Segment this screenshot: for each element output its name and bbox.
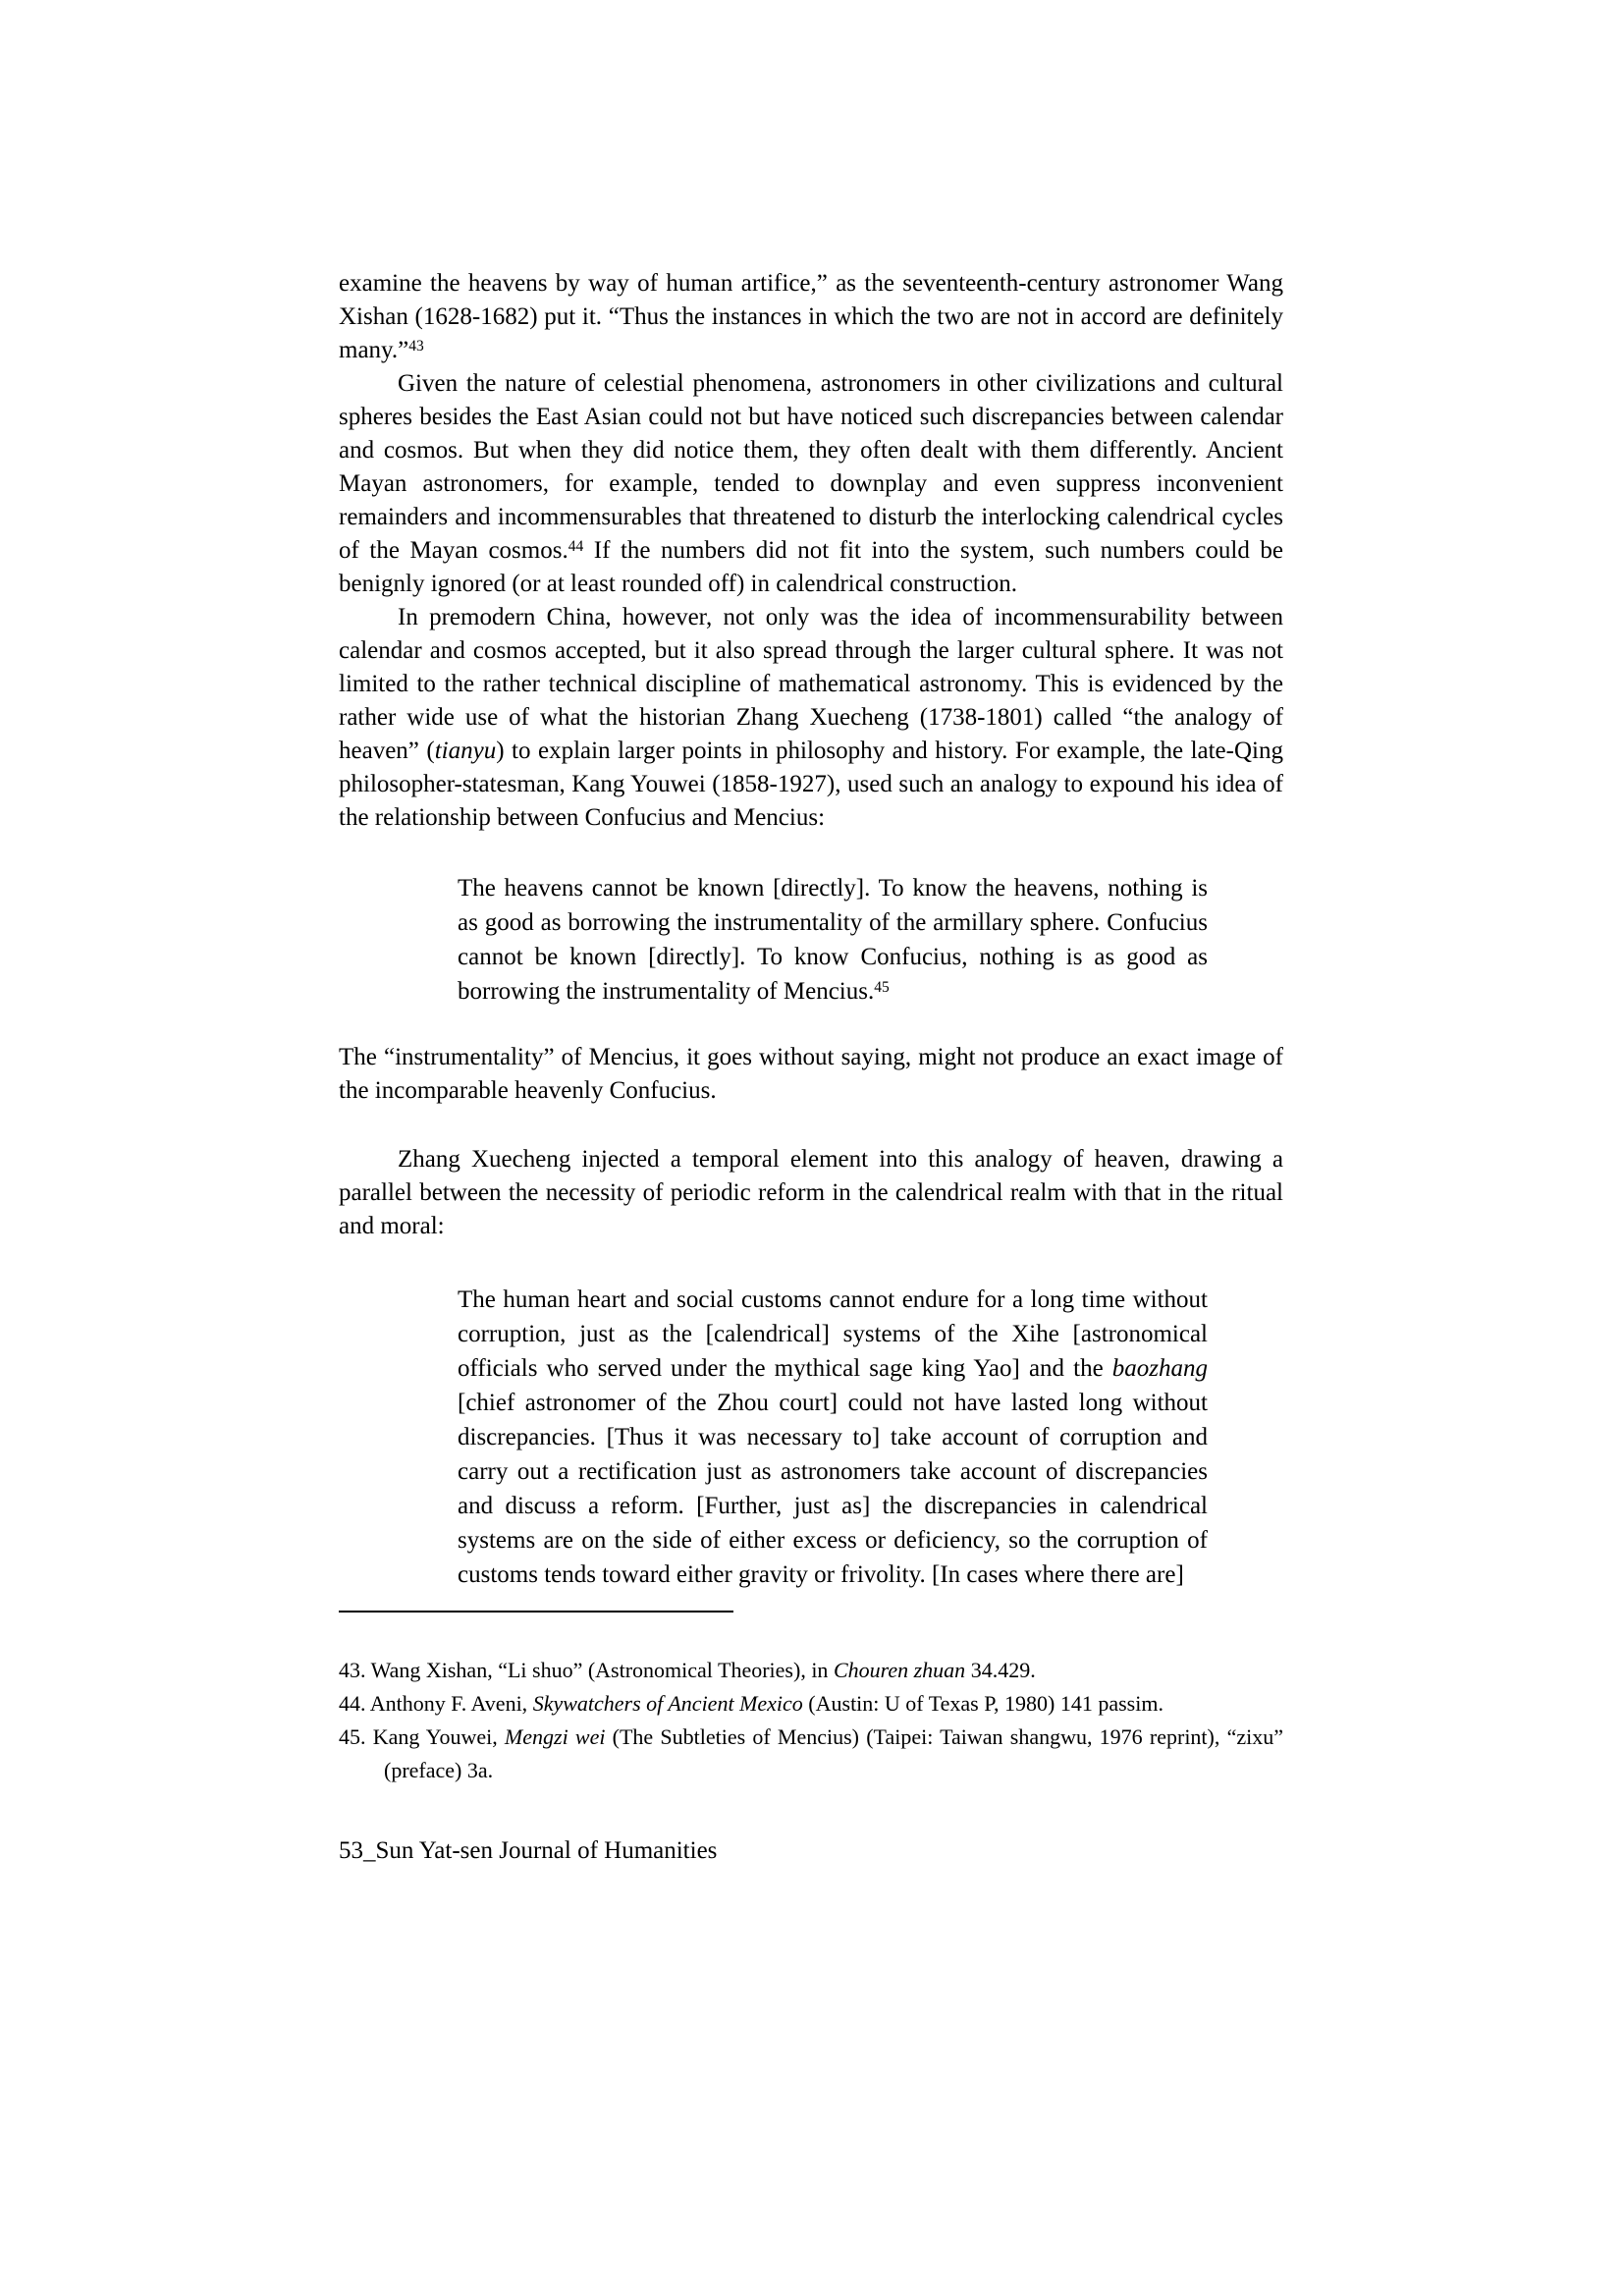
text-segment: The human heart and social customs cannot endure for a long time without corruption, just as the [calendrical] systems of the Xihe [astronomical officials who served under the mythical sage king Yao] and the [458, 1286, 1208, 1382]
footnote-reference: 44 [568, 538, 584, 556]
footnote-43 [339, 1654, 1283, 1687]
paragraph-continued [339, 267, 1283, 367]
footnote-44 [339, 1687, 1283, 1721]
document-content [339, 267, 1283, 1868]
text-segment: The heavens cannot be known [directly]. To know the heavens, nothing is as good as borrowing the instrumentality of the armillary sphere. Confucius cannot be known [directly]. To know Confucius, nothing is as good as borrowing the instrumentality of Mencius. [458, 875, 1208, 1005]
text-segment: 53_Sun Yat-sen Journal of Humanities [339, 1837, 718, 1864]
text-segment: Given the nature of celestial phenomena, astronomers in other civilizations and cultural spheres besides the East Asian could not but have noticed such discrepancies between calendar and cosmos. But when they did notice them, they often dealt with them differently. Ancient Mayan astronomers, for example, tended to downplay and even suppress inconvenient remainders and incommensurables that threatened to disturb the interlocking calendrical cycles of the Mayan cosmos. [339, 370, 1283, 564]
text-segment: (Austin: U of Texas P, 1980) 141 passim. [802, 1691, 1163, 1716]
text-segment: 43. Wang Xishan, “Li shuo” (Astronomical Theories), in [339, 1658, 834, 1682]
text-segment: 34.429. [965, 1658, 1036, 1682]
italic-text-segment: baozhang [1111, 1355, 1208, 1382]
footnote-separator-rule [339, 1611, 733, 1613]
text-segment: Zhang Xuecheng injected a temporal element into this analogy of heaven, drawing a parallel between the necessity of periodic reform in the calendrical realm with that in the ritual and moral: [339, 1146, 1283, 1239]
text-segment: In premodern China, however, not only was the idea of incommensurability between calendar and cosmos accepted, but it also spread through the larger cultural sphere. It was not limited to the rather technical discipline of mathematical astronomy. This is evidenced by the rather wide use of what the historian Zhang Xuecheng (1738-1801) called “the analogy of heaven” ( [339, 604, 1283, 764]
text-segment: examine the heavens by way of human artifice,” as the seventeenth-century astronomer Wang Xishan (1628-1682) put it. “Thus the instances in which the two are not in accord are definitely many.” [339, 270, 1283, 363]
text-segment: (The Subtleties of Mencius) (Taipei: Taiwan shangwu, 1976 reprint), “zixu” (preface) 3a. [384, 1724, 1283, 1782]
paragraph-instrumentality [339, 1041, 1283, 1108]
footnote-reference: 43 [408, 338, 424, 355]
text-segment: The “instrumentality” of Mencius, it goes without saying, might not produce an exact image of the incomparable heavenly Confucius. [339, 1044, 1283, 1104]
text-segment: 44. Anthony F. Aveni, [339, 1691, 533, 1716]
footnote-45 [339, 1721, 1283, 1787]
paragraph-premodern-china [339, 601, 1283, 835]
italic-text-segment: Mengzi wei [504, 1724, 606, 1749]
paragraph-zhang-xuecheng [339, 1143, 1283, 1243]
text-segment: 45. Kang Youwei, [339, 1724, 505, 1749]
italic-text-segment: Chouren zhuan [833, 1658, 966, 1682]
text-segment: [chief astronomer of the Zhou court] could not have lasted long without discrepancies. [Thus it was necessary to] take account of corruption and carry out a rectification just as astronomers take account of discrepancies and discuss a reform. [Further, just as] the discrepancies in calendrical systems are on the side of either excess or deficiency, so the corruption of customs tends toward either gravity or frivolity. [In cases where there are] [458, 1390, 1208, 1588]
page-number-footer [339, 1834, 1283, 1868]
italic-text-segment: Skywatchers of Ancient Mexico [532, 1691, 803, 1716]
text-segment: If the numbers did not fit into the system, such numbers could be benignly ignored (or at least rounded off) in calendrical construction. [339, 537, 1283, 597]
footnote-reference: 45 [874, 979, 890, 997]
block-quote-kang-youwei [458, 871, 1208, 1009]
paragraph-mayan [339, 367, 1283, 601]
block-quote-zhang-xuecheng [458, 1283, 1208, 1592]
text-segment: ) to explain larger points in philosophy and history. For example, the late-Qing philosopher-statesman, Kang Youwei (1858-1927), used such an analogy to expound his idea of the relationship between Confucius and Mencius: [339, 738, 1283, 831]
italic-text-segment: tianyu [434, 738, 497, 764]
